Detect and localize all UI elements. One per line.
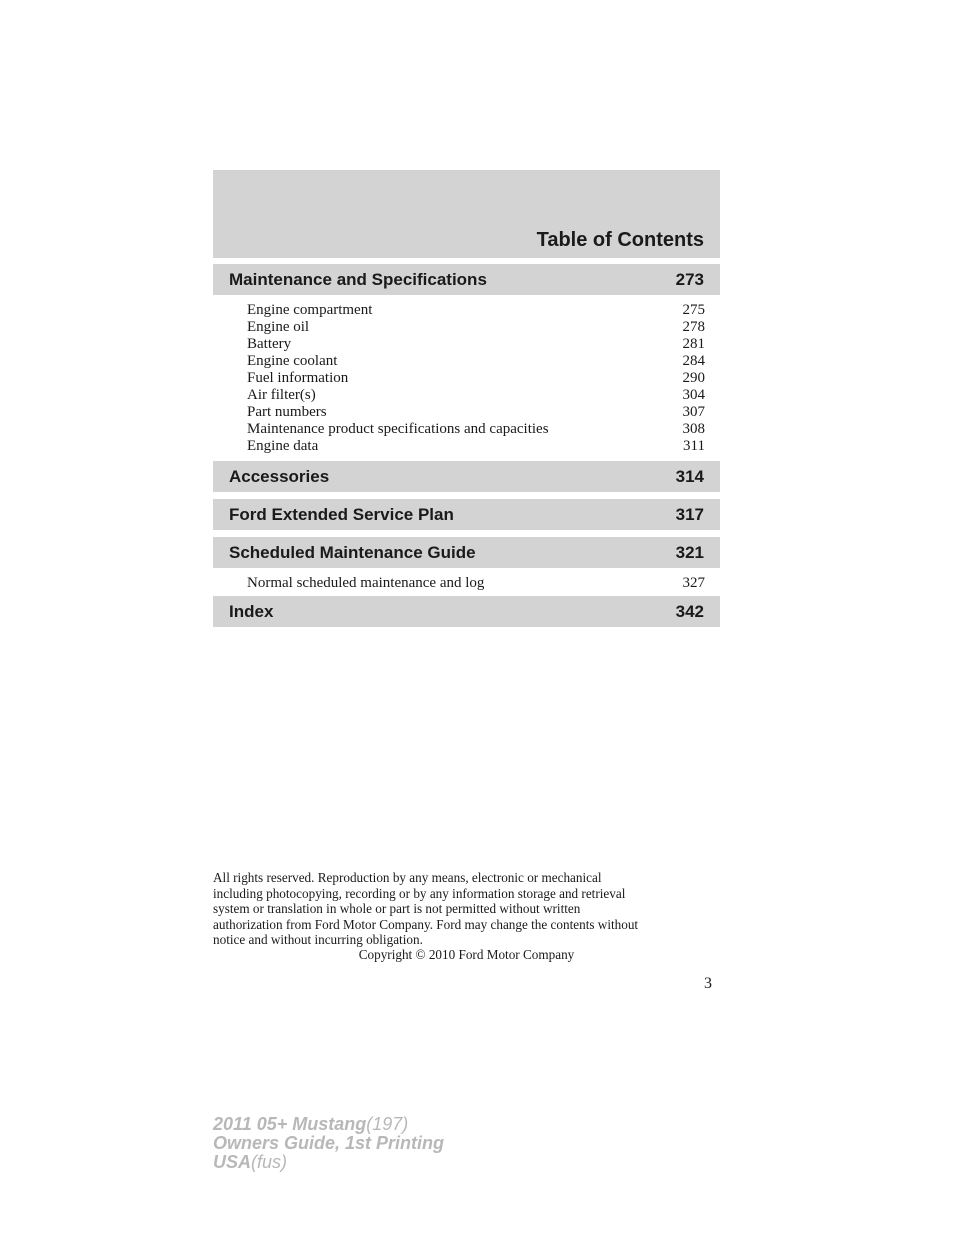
section-maintenance-specifications[interactable] bbox=[213, 264, 720, 295]
toc-entry[interactable]: Engine coolant 284 bbox=[247, 353, 705, 369]
entries-scheduled-maintenance-guide bbox=[247, 575, 705, 592]
section-page: 314 bbox=[675, 466, 704, 486]
section-accessories[interactable] bbox=[213, 461, 720, 492]
section-title: Accessories bbox=[229, 466, 330, 486]
section-page: 317 bbox=[675, 504, 704, 524]
entries-maintenance-specifications bbox=[247, 302, 705, 455]
section-page: 342 bbox=[675, 601, 704, 621]
toc-entry[interactable]: Battery 281 bbox=[247, 336, 705, 352]
section-ford-extended-service-plan[interactable] bbox=[213, 499, 720, 530]
print-footer: 2011 05+ Mustang(197) Owners Guide, 1st Printing USA(fus) bbox=[213, 1114, 445, 1172]
toc-entry[interactable]: Engine compartment 275 bbox=[247, 302, 705, 318]
toc-header bbox=[213, 170, 720, 258]
section-page: 273 bbox=[675, 269, 704, 289]
section-title: Ford Extended Service Plan bbox=[229, 504, 454, 524]
toc-entry[interactable]: Fuel information 290 bbox=[247, 370, 705, 386]
page-title: Table of Contents bbox=[536, 229, 704, 251]
rights-notice: All rights reserved. Reproduction by any means, electronic or mechanical including photocopying, recording or by any information storage and retrieval system or translation in whole or part is not permitted without written authorization from Ford Motor Company. Ford may change the contents without notice and without incurring obligation. bbox=[213, 870, 639, 947]
section-scheduled-maintenance-guide[interactable] bbox=[213, 537, 720, 568]
section-index[interactable] bbox=[213, 596, 720, 627]
toc-entry[interactable]: Normal scheduled maintenance and log 327 bbox=[247, 575, 705, 591]
section-page: 321 bbox=[675, 542, 704, 562]
toc-entry[interactable]: Engine data 311 bbox=[247, 438, 705, 454]
page-number: 3 bbox=[704, 975, 712, 992]
toc-entry[interactable]: Air filter(s) 304 bbox=[247, 387, 705, 403]
section-title: Maintenance and Specifications bbox=[229, 269, 487, 289]
section-title: Scheduled Maintenance Guide bbox=[229, 542, 476, 562]
toc-entry[interactable]: Part numbers 307 bbox=[247, 404, 705, 420]
toc-entry[interactable]: Engine oil 278 bbox=[247, 319, 705, 335]
section-title: Index bbox=[229, 601, 274, 621]
toc-entry[interactable]: Maintenance product specifications and capacities 308 bbox=[247, 421, 705, 437]
copyright-line: Copyright © 2010 Ford Motor Company bbox=[358, 947, 575, 962]
